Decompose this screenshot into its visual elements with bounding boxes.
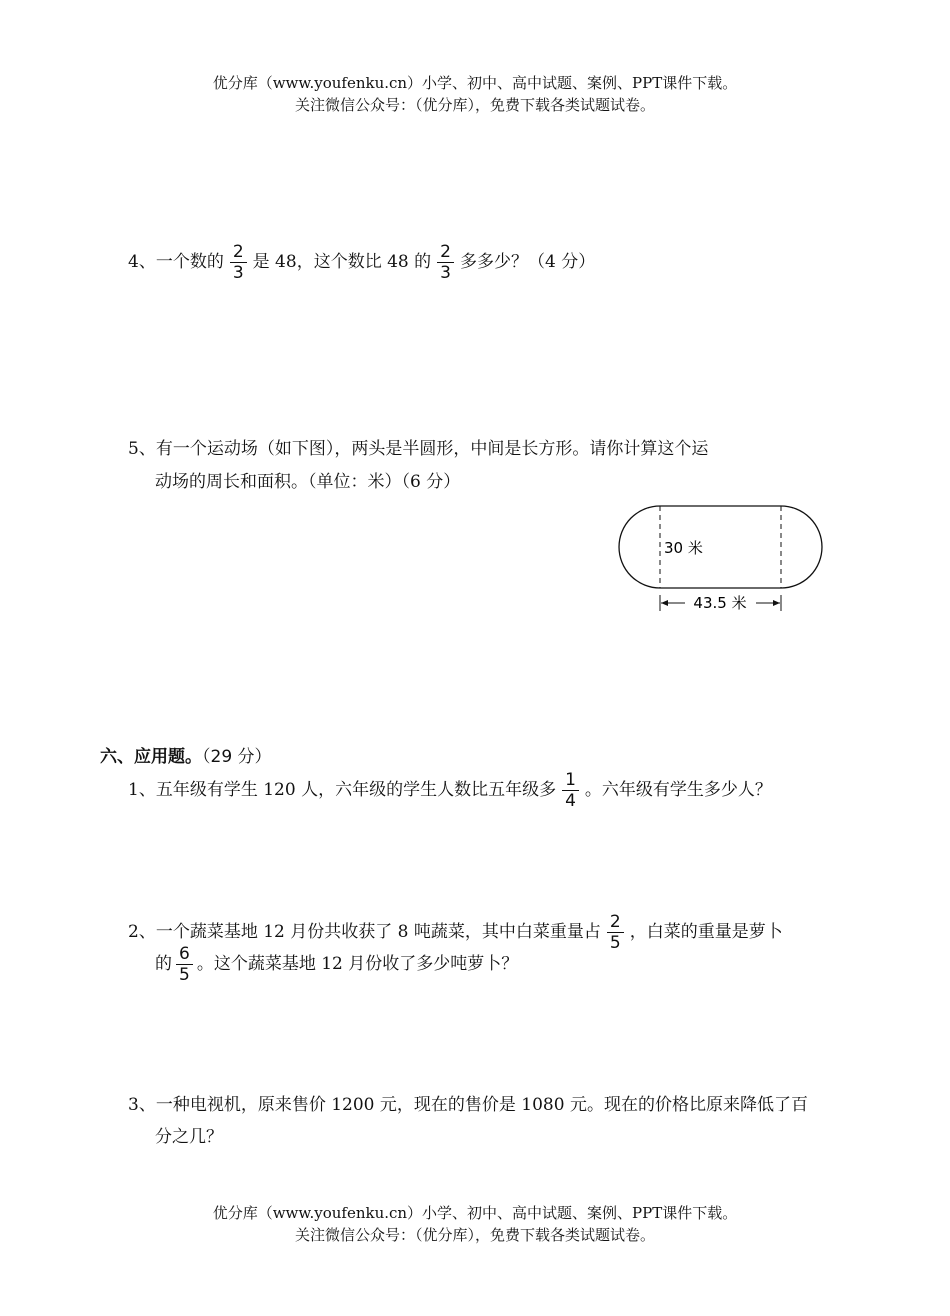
fraction-denominator: 5 — [609, 933, 621, 953]
s6q2-fraction-2 — [176, 944, 193, 985]
question-4 — [128, 242, 595, 283]
section-6-question-1 — [128, 770, 772, 811]
question-5-line-1: 5、有一个运动场（如下图），两头是半圆形，中间是长方形。请你计算这个运 — [128, 439, 709, 459]
stadium-figure — [615, 498, 830, 623]
q4-fraction-1 — [230, 242, 247, 283]
fraction-numerator: 1 — [562, 770, 579, 791]
fraction-numerator: 6 — [176, 944, 193, 965]
section-6-points: （29 分） — [202, 747, 272, 767]
section-6-question-3-line-1: 3、一种电视机，原来售价 1200 元，现在的售价是 1080 元。现在的价格比原来降低了百 — [128, 1095, 808, 1115]
s6q2-text-2: ，白菜的重量是萝卜 — [629, 922, 783, 942]
footer-line-2: 关注微信公众号：（优分库），免费下载各类试题试卷。 — [294, 1226, 655, 1244]
s6q1-text-2: 。六年级有学生多少人？ — [584, 780, 772, 800]
section-6-question-2-line-2 — [155, 944, 518, 985]
s6q2-text-4: 。这个蔬菜基地 12 月份收了多少吨萝卜？ — [196, 954, 519, 974]
s6q1-text-1: 1、五年级有学生 120 人，六年级的学生人数比五年级多 — [128, 780, 557, 800]
q4-text-3: 多多少？（4 分） — [459, 252, 596, 272]
page-header — [0, 72, 950, 116]
footer-line-1: 优分库（www.youfenku.cn）小学、初中、高中试题、案例、PPT课件下载。 — [212, 1204, 738, 1222]
width-label: 43.5 米 — [693, 594, 747, 612]
fraction-numerator: 2 — [607, 912, 624, 933]
fraction-denominator: 5 — [179, 965, 190, 985]
question-5-line-2: 动场的周长和面积。（单位：米）（6 分） — [155, 472, 461, 492]
fraction-denominator: 3 — [440, 263, 451, 283]
fraction-denominator: 3 — [232, 263, 244, 283]
s6q2-text-1: 2、一个蔬菜基地 12 月份共收获了 8 吨蔬菜，其中白菜重量占 — [128, 922, 601, 942]
q4-text-2: 是 48，这个数比 48 的 — [252, 252, 432, 272]
section-6-title: 六、应用题。 — [100, 747, 202, 767]
header-line-2: 关注微信公众号：（优分库），免费下载各类试题试卷。 — [294, 96, 655, 114]
section-6-heading — [100, 742, 272, 767]
q4-fraction-2 — [437, 242, 454, 283]
section-6-question-3-line-2: 分之几？ — [155, 1127, 223, 1147]
s6q2-text-3: 的 — [155, 954, 172, 974]
q4-text-1: 4、一个数的 — [128, 252, 224, 272]
s6q2-fraction-1 — [607, 912, 624, 953]
page-footer — [0, 1202, 950, 1246]
height-label: 30 米 — [664, 539, 703, 557]
stadium-outline — [619, 506, 822, 588]
arrow-left-icon — [661, 600, 668, 606]
arrow-right-icon — [773, 600, 780, 606]
s6q1-fraction — [562, 770, 579, 811]
fraction-numerator: 2 — [437, 242, 454, 263]
header-line-1: 优分库（www.youfenku.cn）小学、初中、高中试题、案例、PPT课件下载。 — [212, 74, 738, 92]
fraction-numerator: 2 — [230, 242, 247, 263]
fraction-denominator: 4 — [565, 791, 576, 811]
